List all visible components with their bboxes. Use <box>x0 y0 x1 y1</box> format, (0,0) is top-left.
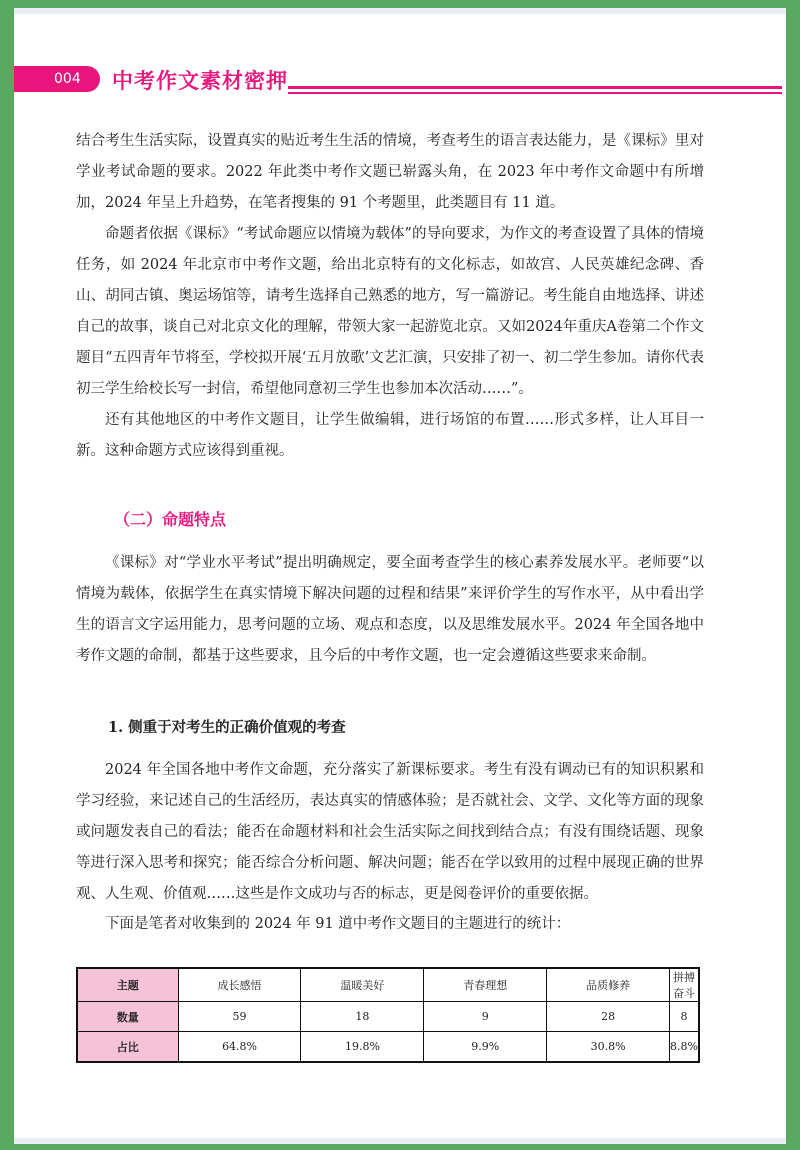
table-row <box>77 968 699 1002</box>
row-header: 占比 <box>77 1032 178 1063</box>
table-row <box>77 1002 699 1032</box>
paragraph: 2024 年全国各地中考作文命题，充分落实了新课标要求。考生有没有调动已有的知识积累和学习经验，来记述自己的生活经历，表达真实的情感体验；是否就社会、文学、文化等方面的现象或问题发表自己的看法；能否在命题材料和社会生活实际之间找到结合点；有没有围绕话题、现象等进行深入思考和探究；能否综合分析问题、解决问题；能否在学以致用的过程中展现正确的世界观、人生观、价值观……这些是作文成功与否的标志，更是阅卷评价的重要依据。 <box>76 762 704 902</box>
header-rule-thin <box>288 92 782 94</box>
row-header: 主题 <box>77 968 178 1002</box>
table-cell: 19.8% <box>301 1032 424 1063</box>
section-title: （二）命题特点 <box>114 510 227 529</box>
header-rule-thick <box>288 86 782 89</box>
table-cell: 30.8% <box>547 1032 670 1063</box>
table-cell: 成长感悟 <box>178 968 301 1002</box>
table-row <box>77 1032 699 1063</box>
paragraph: 结合考生生活实际，设置真实的贴近考生生活的情境，考查考生的语言表达能力，是《课标》里对学业考试命题的要求。2022 年此类中考作文题已崭露头角，在 2023 年中考作文命题中有所增加，2024 年呈上升趋势，在笔者搜集的 91 个考题里，此类题目有 11 道。 <box>76 133 704 211</box>
table-cell: 28 <box>547 1002 670 1032</box>
body-mid <box>76 548 704 672</box>
paragraph: 下面是笔者对收集到的 2024 年 91 道中考作文题目的主题进行的统计： <box>105 916 571 932</box>
table-cell: 温暖美好 <box>301 968 424 1002</box>
row-header: 数量 <box>77 1002 178 1032</box>
body-bottom <box>76 755 704 938</box>
bottom-strip <box>14 1138 786 1144</box>
table-cell: 8.8% <box>670 1032 699 1063</box>
paragraph: 还有其他地区的中考作文题目，让学生做编辑，进行场馆的布置……形式多样，让人耳目一新。这种命题方式应该得到重视。 <box>76 412 704 459</box>
paragraph: 命题者依据《课标》“考试命题应以情境为载体”的导向要求，为作文的考查设置了具体的情境任务，如 2024 年北京市中考作文题，给出北京特有的文化标志，如故宫、人民英雄纪念碑、香山、胡同古镇、奥运场馆等，请考生选择自己熟悉的地方，写一篇游记。考生能自由地选择、讲述自己的故事，谈自己对北京文化的理解，带领大家一起游览北京。又如2024年重庆A卷第二个作文题目“五四青年节将至，学校拟开展‘五月放歌’文艺汇演，只安排了初一、初二学生参加。请你代表初三学生给校长写一封信，希望他同意初三学生也参加本次活动……”。 <box>76 226 704 397</box>
table-cell: 9 <box>424 1002 547 1032</box>
table-cell: 拼搏奋斗 <box>670 968 699 1002</box>
table-cell: 品质修养 <box>547 968 670 1002</box>
table-cell: 59 <box>178 1002 301 1032</box>
table-cell: 64.8% <box>178 1032 301 1063</box>
top-strip <box>14 8 786 14</box>
page-number-badge: 004 <box>14 66 100 92</box>
theme-statistics-table <box>76 967 700 1063</box>
table-cell: 18 <box>301 1002 424 1032</box>
table-cell: 8 <box>670 1002 699 1032</box>
page-header <box>14 64 786 104</box>
body-top <box>76 126 704 467</box>
document-page <box>14 8 786 1144</box>
subsection-title: 1. 侧重于对考生的正确价值观的考查 <box>108 719 346 736</box>
table-cell: 青春理想 <box>424 968 547 1002</box>
book-title: 中考作文素材密押 <box>112 69 288 93</box>
table-cell: 9.9% <box>424 1032 547 1063</box>
paragraph: 《课标》对“学业水平考试”提出明确规定，要全面考查学生的核心素养发展水平。老师要“以情境为载体，依据学生在真实情境下解决问题的过程和结果”来评价学生的写作水平，从中看出学生的语言文字运用能力，思考问题的立场、观点和态度，以及思维发展水平。2024 年全国各地中考作文题的命制，都基于这些要求，且今后的中考作文题，也一定会遵循这些要求来命制。 <box>76 555 704 664</box>
